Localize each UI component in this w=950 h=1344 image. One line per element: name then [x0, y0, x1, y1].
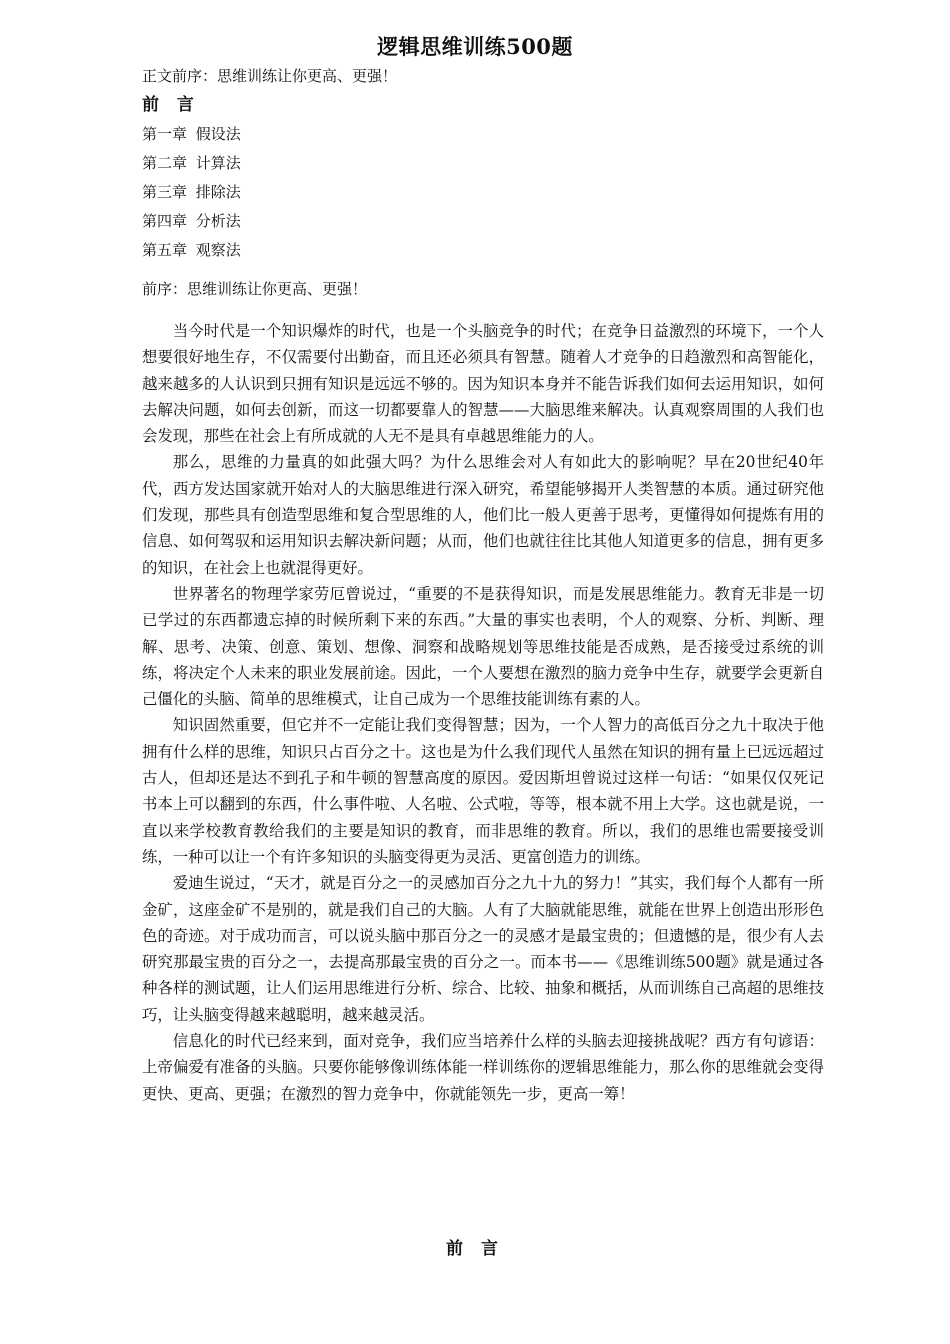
body-paragraph: 那么，思维的力量真的如此强大吗？为什么思维会对人有如此大的影响呢？早在20世纪40年代，西方发达国家就开始对人的大脑思维进行深入研究，希望能够揭开人类智慧的本质。通过研究他们发现，那些具有创造型思维和复合型思维的人，他们比一般人更善于思考，更懂得如何提炼有用的信息、如何驾驭和运用知识去解决新问题；从而，他们也就往往比其他人知道更多的信息，拥有更多的知识，在社会上也就混得更好。: [142, 453, 824, 577]
preface-body: [142, 318, 824, 1107]
document-title: 逻辑思维训练500题: [377, 34, 573, 59]
body-paragraph: 爱迪生说过，“天才，就是百分之一的灵感加百分之九十九的努力！”其实，我们每个人都有一所金矿，这座金矿不是别的，就是我们自己的大脑。人有了大脑就能思维，就能在世界上创造出形形色色的奇迹。对于成功而言，可以说头脑中那百分之一的灵感才是最宝贵的；但遗憾的是，很少有人去研究那最宝贵的百分之一，去提高那最宝贵的百分之一。而本书——《思维训练500题》就是通过各种各样的测试题，让人们运用思维进行分析、综合、比较、抽象和概括，从而训练自己高超的思维技巧，让头脑变得越来越聪明，越来越灵活。: [142, 874, 824, 1024]
toc-item-chapter-1[interactable]: 第一章 假设法: [142, 125, 241, 143]
toc-item-chapter-2[interactable]: 第二章 计算法: [142, 154, 241, 172]
table-of-contents: [142, 120, 241, 265]
section-heading: 前 言: [446, 1239, 504, 1259]
preface-label: 前序：思维训练让你更高、更强！: [142, 280, 368, 298]
toc-item-chapter-3[interactable]: 第三章 排除法: [142, 183, 241, 201]
body-paragraph: 知识固然重要，但它并不一定能让我们变得智慧；因为，一个人智力的高低百分之九十取决于他拥有什么样的思维，知识只占百分之十。这也是为什么我们现代人虽然在知识的拥有量上已远远超过古人，但却还是达不到孔子和牛顿的智慧高度的原因。爱因斯坦曾说过这样一句话：“如果仅仅死记书本上可以翻到的东西，什么事件啦、人名啦、公式啦，等等，根本就不用上大学。这也就是说，一直以来学校教育教给我们的主要是知识的教育，而非思维的教育。所以，我们的思维也需要接受训练，一种可以让一个有许多知识的头脑变得更为灵活、更富创造力的训练。: [142, 716, 824, 866]
body-paragraph: 当今时代是一个知识爆炸的时代，也是一个头脑竞争的时代；在竞争日益激烈的环境下，一个人想要很好地生存，不仅需要付出勤奋，而且还必须具有智慧。随着人才竞争的日趋激烈和高智能化，越来越多的人认识到只拥有知识是远远不够的。因为知识本身并不能告诉我们如何去运用知识，如何去解决问题，如何去创新，而这一切都要靠人的智慧——大脑思维来解决。认真观察周围的人我们也会发现，那些在社会上有所成就的人无不是具有卓越思维能力的人。: [142, 322, 824, 446]
body-paragraph: 信息化的时代已经来到，面对竞争，我们应当培养什么样的头脑去迎接挑战呢？西方有句谚语：上帝偏爱有准备的头脑。只要你能够像训练体能一样训练你的逻辑思维能力，那么你的思维就会变得更快、更高、更强；在激烈的智力竞争中，你就能领先一步，更高一筹！: [142, 1032, 824, 1103]
toc-heading: 前 言: [142, 95, 200, 115]
toc-item-chapter-5[interactable]: 第五章 观察法: [142, 241, 241, 259]
toc-item-chapter-4[interactable]: 第四章 分析法: [142, 212, 241, 230]
body-paragraph: 世界著名的物理学家劳厄曾说过，“重要的不是获得知识，而是发展思维能力。教育无非是一切已学过的东西都遗忘掉的时候所剩下来的东西。”大量的事实也表明，个人的观察、分析、判断、理解、思考、决策、创意、策划、想像、洞察和战略规划等思维技能是否成熟，是否接受过系统的训练，将决定个人未来的职业发展前途。因此，一个人要想在激烈的脑力竞争中生存，就要学会更新自己僵化的头脑、简单的思维模式，让自己成为一个思维技能训练有素的人。: [142, 584, 824, 709]
document-subtitle: 正文前序：思维训练让你更高、更强！: [142, 67, 398, 85]
